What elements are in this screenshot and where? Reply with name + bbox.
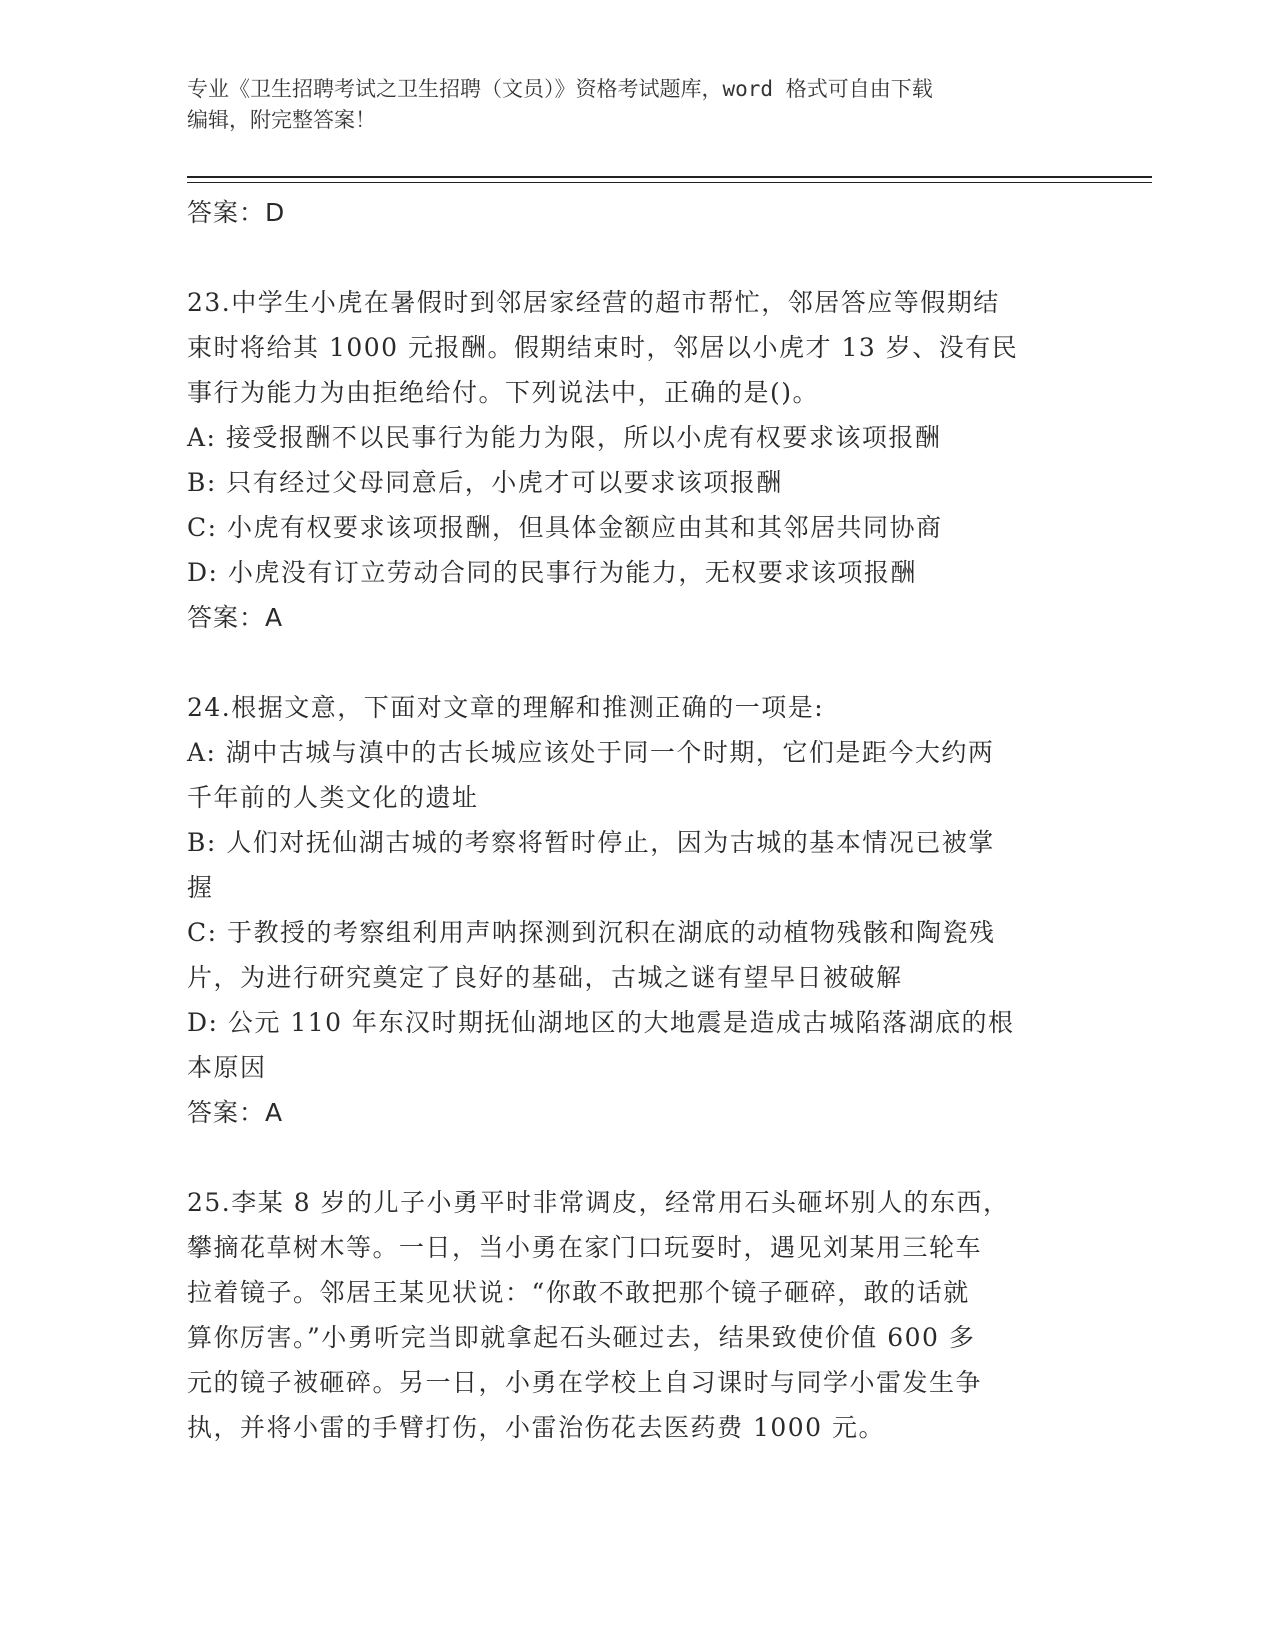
question-text: 算你厉害。”小勇听完当即就拿起石头砸过去，结果致使价值 600 多 [187, 1323, 976, 1352]
header-line: 编辑，附完整答案！ [187, 108, 376, 132]
option-d: D: 公元 110 年东汉时期抚仙湖地区的大地震是造成古城陷落湖底的根 [187, 1008, 1015, 1037]
question-text: 元的镜子被砸碎。另一日，小勇在学校上自习课时与同学小雷发生争 [187, 1368, 983, 1397]
question-text: 24.根据文意，下面对文章的理解和推测正确的一项是: [187, 693, 825, 722]
option-c: C: 小虎有权要求该项报酬，但具体金额应由其和其邻居共同协商 [187, 513, 943, 542]
header-divider [187, 176, 1152, 178]
document-header [187, 74, 1087, 136]
option-c: C: 于教授的考察组利用声呐探测到沉积在湖底的动植物残骸和陶瓷残 [187, 918, 996, 947]
document-body [187, 190, 1087, 1450]
option-b: B: 人们对抚仙湖古城的考察将暂时停止，因为古城的基本情况已被掌 [187, 828, 995, 857]
question-block [187, 280, 1087, 640]
question-block [187, 1180, 1087, 1450]
option-a: A: 湖中古城与滇中的古长城应该处于同一个时期，它们是距今大约两 [187, 738, 995, 767]
option-c-cont: 片，为进行研究奠定了良好的基础，古城之谜有望早日被破解 [187, 963, 903, 992]
question-text: 拉着镜子。邻居王某见状说：“你敢不敢把那个镜子砸碎，敢的话就 [187, 1278, 970, 1307]
answer-line: 答案：A [187, 1098, 284, 1127]
option-a: A: 接受报酬不以民事行为能力为限，所以小虎有权要求该项报酬 [187, 423, 942, 452]
question-text: 束时将给其 1000 元报酬。假期结束时，邻居以小虎才 13 岁、没有民 [187, 333, 1019, 362]
question-text: 攀摘花草树木等。一日，当小勇在家门口玩耍时，遇见刘某用三轮车 [187, 1233, 983, 1262]
option-a-cont: 千年前的人类文化的遗址 [187, 783, 479, 812]
option-b-cont: 握 [187, 873, 214, 902]
answer-line: 答案：D [187, 198, 286, 227]
question-block [187, 685, 1087, 1135]
question-text: 23.中学生小虎在暑假时到邻居家经营的超市帮忙，邻居答应等假期结 [187, 288, 1000, 317]
answer-line: 答案：A [187, 603, 284, 632]
option-d: D: 小虎没有订立劳动合同的民事行为能力，无权要求该项报酬 [187, 558, 917, 587]
question-text: 执，并将小雷的手臂打伤，小雷治伤花去医药费 1000 元。 [187, 1413, 886, 1442]
question-text: 25.李某 8 岁的儿子小勇平时非常调皮，经常用石头砸坏别人的东西， [187, 1188, 1010, 1217]
header-line: 专业《卫生招聘考试之卫生招聘（文员）》资格考试题库，word 格式可自由下载 [187, 77, 933, 101]
option-d-cont: 本原因 [187, 1053, 267, 1082]
header-divider-thin [187, 182, 1152, 183]
question-text: 事行为能力为由拒绝给付。下列说法中，正确的是()。 [187, 378, 820, 407]
option-b: B: 只有经过父母同意后，小虎才可以要求该项报酬 [187, 468, 783, 497]
